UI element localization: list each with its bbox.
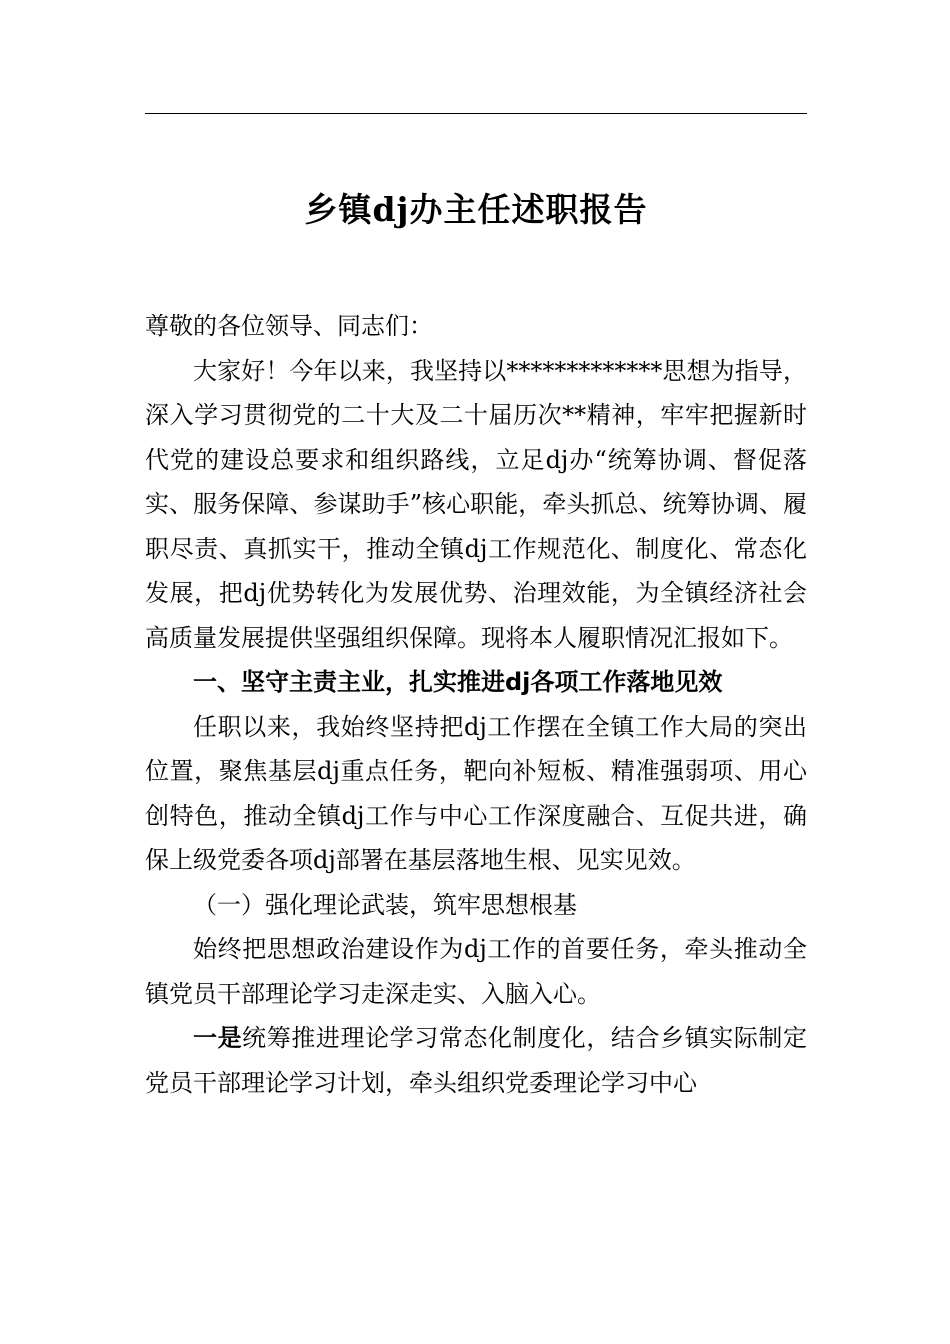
document-title: 乡镇dj办主任述职报告 — [304, 190, 648, 229]
section-heading-1: 一、坚守主责主业，扎实推进dj各项工作落地见效 — [193, 668, 723, 696]
document-body — [145, 304, 807, 1105]
point-1-paragraph — [145, 1016, 807, 1105]
subsection-heading-1: （一）强化理论武装，筑牢思想根基 — [193, 890, 577, 919]
document-page — [145, 0, 807, 1344]
point-1-lead: 一是 — [193, 1024, 243, 1052]
section-1-paragraph: 任职以来，我始终坚持把dj工作摆在全镇工作大局的突出位置，聚焦基层dj重点任务，靶向补短板、精准强弱项、用心创特色，推动全镇dj工作与中心工作深度融合、互促共进，确保上级党委各项dj部署在基层落地生根、见实见效。 — [145, 712, 807, 874]
point-1-text: 统筹推进理论学习常态化制度化，结合乡镇实际制定党员干部理论学习计划，牵头组织党委理论学习中心 — [145, 1024, 808, 1097]
header-rule — [145, 113, 807, 114]
subsection-1-paragraph: 始终把思想政治建设作为dj工作的首要任务，牵头推动全镇党员干部理论学习走深走实、入脑入心。 — [145, 935, 807, 1008]
intro-paragraph: 大家好！今年以来，我坚持以*************思想为指导，深入学习贯彻党的二十大及二十届历次**精神，牢牢把握新时代党的建设总要求和组织路线，立足dj办“统筹协调、督促落实、服务保障、参谋助手”核心职能，牵头抓总、统筹协调、履职尽责、真抓实干，推动全镇dj工作规范化、制度化、常态化发展，把dj优势转化为发展优势、治理效能，为全镇经济社会高质量发展提供坚强组织保障。现将本人履职情况汇报如下。 — [145, 356, 807, 652]
salutation: 尊敬的各位领导、同志们： — [145, 312, 433, 340]
